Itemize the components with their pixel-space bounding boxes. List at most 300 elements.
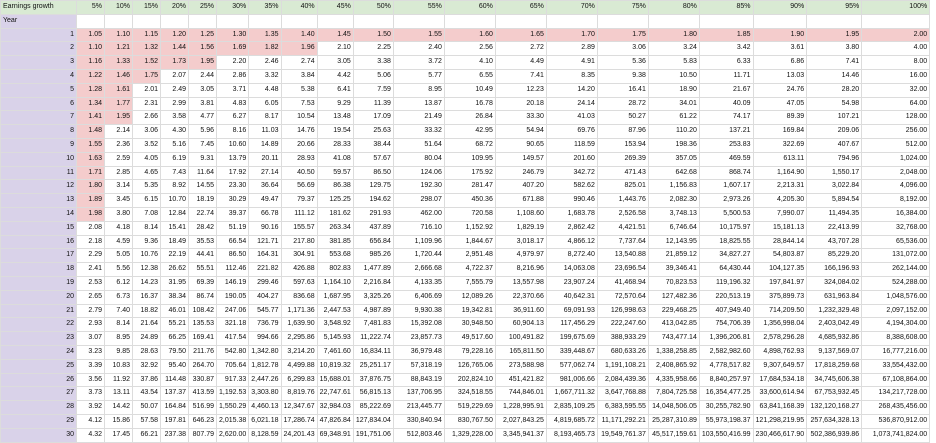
- value-cell[interactable]: 209.06: [807, 125, 862, 139]
- value-cell[interactable]: 134,217,728.00: [862, 387, 930, 401]
- value-cell[interactable]: 26.84: [444, 111, 495, 125]
- value-cell[interactable]: 1.21: [105, 42, 133, 56]
- value-cell[interactable]: 32,984.03: [317, 401, 353, 415]
- value-cell[interactable]: 3.80: [807, 42, 862, 56]
- value-cell[interactable]: 1,152.92: [444, 221, 495, 235]
- value-cell[interactable]: 4.65: [133, 166, 161, 180]
- value-cell[interactable]: 3.52: [133, 138, 161, 152]
- value-cell[interactable]: 7,804,725.58: [648, 387, 699, 401]
- value-cell[interactable]: 3.38: [353, 56, 393, 70]
- year-cell[interactable]: 21: [1, 304, 77, 318]
- value-cell[interactable]: 237.38: [161, 428, 189, 442]
- value-cell[interactable]: 67,108,864.00: [862, 373, 930, 387]
- value-cell[interactable]: 39,346.41: [648, 263, 699, 277]
- value-cell[interactable]: 2.41: [77, 263, 105, 277]
- value-cell[interactable]: 7,555.79: [444, 276, 495, 290]
- column-header[interactable]: 30%: [217, 1, 249, 15]
- value-cell[interactable]: 3.80: [105, 207, 133, 221]
- value-cell[interactable]: 1.46: [105, 69, 133, 83]
- value-cell[interactable]: 1.75: [597, 28, 648, 42]
- value-cell[interactable]: 31.95: [161, 276, 189, 290]
- value-cell[interactable]: 36,911.60: [495, 304, 546, 318]
- value-cell[interactable]: 1.98: [77, 207, 105, 221]
- value-cell[interactable]: 1,829.19: [495, 221, 546, 235]
- value-cell[interactable]: 281.47: [444, 180, 495, 194]
- value-cell[interactable]: 3.42: [699, 42, 753, 56]
- value-cell[interactable]: 15.86: [105, 414, 133, 428]
- value-cell[interactable]: 38.44: [353, 138, 393, 152]
- value-cell[interactable]: 24.14: [546, 97, 597, 111]
- value-cell[interactable]: 1.48: [77, 125, 105, 139]
- value-cell[interactable]: 471.43: [597, 166, 648, 180]
- value-cell[interactable]: 5.16: [161, 138, 189, 152]
- value-cell[interactable]: 100,491.82: [495, 332, 546, 346]
- value-cell[interactable]: 2.07: [161, 69, 189, 83]
- column-header[interactable]: 15%: [133, 1, 161, 15]
- value-cell[interactable]: 169.41: [189, 332, 217, 346]
- value-cell[interactable]: 12.84: [161, 207, 189, 221]
- value-cell[interactable]: 11,171,292.21: [597, 414, 648, 428]
- value-cell[interactable]: 1,191,108.21: [597, 359, 648, 373]
- value-cell[interactable]: 512.00: [862, 138, 930, 152]
- value-cell[interactable]: 2,015.38: [217, 414, 249, 428]
- value-cell[interactable]: 6.55: [444, 69, 495, 83]
- value-cell[interactable]: 14.55: [189, 180, 217, 194]
- value-cell[interactable]: 512,803.46: [393, 428, 444, 442]
- value-cell[interactable]: 5.06: [353, 69, 393, 83]
- value-cell[interactable]: 1.55: [77, 138, 105, 152]
- value-cell[interactable]: 202,824.10: [444, 373, 495, 387]
- year-cell[interactable]: 30: [1, 428, 77, 442]
- value-cell[interactable]: 1,396,206.81: [699, 332, 753, 346]
- value-cell[interactable]: 23.30: [217, 180, 249, 194]
- corner-label[interactable]: Earnings growth: [1, 1, 77, 15]
- value-cell[interactable]: 7,737.64: [597, 235, 648, 249]
- value-cell[interactable]: 117,456.29: [546, 318, 597, 332]
- value-cell[interactable]: 24.89: [133, 332, 161, 346]
- value-cell[interactable]: 7.08: [133, 207, 161, 221]
- value-cell[interactable]: 981,006.66: [546, 373, 597, 387]
- value-cell[interactable]: 14.42: [105, 401, 133, 415]
- value-cell[interactable]: 342.72: [546, 166, 597, 180]
- value-cell[interactable]: 14,048,506.05: [648, 401, 699, 415]
- value-cell[interactable]: 4,499.88: [281, 359, 317, 373]
- value-cell[interactable]: 4,096.00: [862, 180, 930, 194]
- value-cell[interactable]: 3,022.84: [807, 180, 862, 194]
- value-cell[interactable]: 90.16: [249, 221, 281, 235]
- value-cell[interactable]: 121.71: [249, 235, 281, 249]
- empty-cell[interactable]: [217, 14, 249, 28]
- column-header[interactable]: 5%: [77, 1, 105, 15]
- value-cell[interactable]: 4.32: [77, 428, 105, 442]
- value-cell[interactable]: 10,819.32: [317, 359, 353, 373]
- year-cell[interactable]: 9: [1, 138, 77, 152]
- value-cell[interactable]: 14.76: [281, 125, 317, 139]
- column-header[interactable]: 20%: [161, 1, 189, 15]
- value-cell[interactable]: 8,840,257.97: [699, 373, 753, 387]
- value-cell[interactable]: 8.14: [105, 318, 133, 332]
- value-cell[interactable]: 10.60: [217, 138, 249, 152]
- value-cell[interactable]: 64,430.44: [699, 263, 753, 277]
- value-cell[interactable]: 14,063.08: [546, 263, 597, 277]
- value-cell[interactable]: 381.85: [317, 235, 353, 249]
- value-cell[interactable]: 257,634,328.13: [807, 414, 862, 428]
- value-cell[interactable]: 1.35: [249, 28, 281, 42]
- value-cell[interactable]: 65,536.00: [862, 235, 930, 249]
- value-cell[interactable]: 8,388,608.00: [862, 332, 930, 346]
- value-cell[interactable]: 7,461.60: [317, 345, 353, 359]
- year-cell[interactable]: 3: [1, 56, 77, 70]
- value-cell[interactable]: 60,904.13: [495, 318, 546, 332]
- value-cell[interactable]: 2.44: [189, 69, 217, 83]
- value-cell[interactable]: 44.41: [189, 249, 217, 263]
- value-cell[interactable]: 1.89: [77, 194, 105, 208]
- value-cell[interactable]: 4.18: [105, 221, 133, 235]
- value-cell[interactable]: 4.30: [161, 125, 189, 139]
- value-cell[interactable]: 43,707.28: [807, 235, 862, 249]
- value-cell[interactable]: 2,666.68: [393, 263, 444, 277]
- value-cell[interactable]: 5.35: [133, 180, 161, 194]
- value-cell[interactable]: 54.94: [495, 125, 546, 139]
- value-cell[interactable]: 407.67: [807, 138, 862, 152]
- value-cell[interactable]: 7.41: [495, 69, 546, 83]
- value-cell[interactable]: 181.62: [317, 207, 353, 221]
- value-cell[interactable]: 1.70: [546, 28, 597, 42]
- value-cell[interactable]: 2.20: [217, 56, 249, 70]
- year-cell[interactable]: 6: [1, 97, 77, 111]
- value-cell[interactable]: 631,963.84: [807, 290, 862, 304]
- value-cell[interactable]: 417.54: [217, 332, 249, 346]
- value-cell[interactable]: 4,987.89: [353, 304, 393, 318]
- value-cell[interactable]: 55.51: [189, 263, 217, 277]
- value-cell[interactable]: 13.87: [393, 97, 444, 111]
- value-cell[interactable]: 25,251.17: [353, 359, 393, 373]
- year-cell[interactable]: 29: [1, 414, 77, 428]
- value-cell[interactable]: 2,213.31: [753, 180, 807, 194]
- value-cell[interactable]: 20.66: [281, 138, 317, 152]
- value-cell[interactable]: 28.42: [189, 221, 217, 235]
- value-cell[interactable]: 3.07: [77, 332, 105, 346]
- value-cell[interactable]: 577,062.74: [546, 359, 597, 373]
- value-cell[interactable]: 20.11: [249, 152, 281, 166]
- value-cell[interactable]: 11.92: [105, 373, 133, 387]
- value-cell[interactable]: 1.71: [77, 166, 105, 180]
- value-cell[interactable]: 1.75: [133, 69, 161, 83]
- value-cell[interactable]: 3.73: [77, 387, 105, 401]
- value-cell[interactable]: 66.21: [133, 428, 161, 442]
- value-cell[interactable]: 2,082.30: [648, 194, 699, 208]
- column-header[interactable]: 50%: [353, 1, 393, 15]
- value-cell[interactable]: 802.83: [317, 263, 353, 277]
- value-cell[interactable]: 10.50: [648, 69, 699, 83]
- value-cell[interactable]: 1.41: [77, 111, 105, 125]
- value-cell[interactable]: 807.79: [189, 428, 217, 442]
- value-cell[interactable]: 41.08: [317, 152, 353, 166]
- value-cell[interactable]: 536,870,912.00: [862, 414, 930, 428]
- value-cell[interactable]: 33.32: [393, 125, 444, 139]
- column-header[interactable]: 90%: [753, 1, 807, 15]
- value-cell[interactable]: 79,228.16: [444, 345, 495, 359]
- value-cell[interactable]: 1,232,329.48: [807, 304, 862, 318]
- year-cell[interactable]: 23: [1, 332, 77, 346]
- value-cell[interactable]: 36.64: [249, 180, 281, 194]
- value-cell[interactable]: 21.64: [133, 318, 161, 332]
- value-cell[interactable]: 32.92: [133, 359, 161, 373]
- year-cell[interactable]: 26: [1, 373, 77, 387]
- value-cell[interactable]: 3.14: [105, 180, 133, 194]
- value-cell[interactable]: 247.06: [217, 304, 249, 318]
- year-cell[interactable]: 20: [1, 290, 77, 304]
- value-cell[interactable]: 1,667,711.32: [546, 387, 597, 401]
- value-cell[interactable]: 545.77: [249, 304, 281, 318]
- value-cell[interactable]: 322.69: [753, 138, 807, 152]
- value-cell[interactable]: 3.24: [648, 42, 699, 56]
- value-cell[interactable]: 407,949.40: [699, 304, 753, 318]
- value-cell[interactable]: 2.40: [393, 42, 444, 56]
- value-cell[interactable]: 437.89: [353, 221, 393, 235]
- value-cell[interactable]: 269.39: [597, 152, 648, 166]
- value-cell[interactable]: 299.46: [249, 276, 281, 290]
- value-cell[interactable]: 50.07: [133, 401, 161, 415]
- value-cell[interactable]: 1.32: [133, 42, 161, 56]
- value-cell[interactable]: 121,298,219.95: [753, 414, 807, 428]
- value-cell[interactable]: 4.05: [133, 152, 161, 166]
- value-cell[interactable]: 4.48: [249, 83, 281, 97]
- value-cell[interactable]: 28.63: [133, 345, 161, 359]
- value-cell[interactable]: 3.81: [189, 97, 217, 111]
- value-cell[interactable]: 404.27: [249, 290, 281, 304]
- value-cell[interactable]: 34,827.27: [699, 249, 753, 263]
- value-cell[interactable]: 5,500.53: [699, 207, 753, 221]
- value-cell[interactable]: 132,120,168.27: [807, 401, 862, 415]
- value-cell[interactable]: 9,307,649.57: [753, 359, 807, 373]
- value-cell[interactable]: 1,639.90: [281, 318, 317, 332]
- value-cell[interactable]: 23,696.54: [597, 263, 648, 277]
- value-cell[interactable]: 2.59: [105, 152, 133, 166]
- value-cell[interactable]: 8,272.40: [546, 249, 597, 263]
- value-cell[interactable]: 2.31: [133, 97, 161, 111]
- value-cell[interactable]: 2.74: [281, 56, 317, 70]
- value-cell[interactable]: 112.46: [217, 263, 249, 277]
- value-cell[interactable]: 13.79: [217, 152, 249, 166]
- value-cell[interactable]: 3.32: [249, 69, 281, 83]
- value-cell[interactable]: 69.39: [189, 276, 217, 290]
- column-header[interactable]: 45%: [317, 1, 353, 15]
- value-cell[interactable]: 2.99: [161, 97, 189, 111]
- value-cell[interactable]: 2,951.48: [444, 249, 495, 263]
- value-cell[interactable]: 6.86: [753, 56, 807, 70]
- value-cell[interactable]: 3,325.26: [353, 290, 393, 304]
- value-cell[interactable]: 137,706.95: [393, 387, 444, 401]
- value-cell[interactable]: 1,171.36: [281, 304, 317, 318]
- value-cell[interactable]: 263.34: [317, 221, 353, 235]
- value-cell[interactable]: 1.25: [189, 28, 217, 42]
- value-cell[interactable]: 304.91: [281, 249, 317, 263]
- value-cell[interactable]: 3.56: [77, 373, 105, 387]
- value-cell[interactable]: 407.20: [495, 180, 546, 194]
- value-cell[interactable]: 20.18: [495, 97, 546, 111]
- value-cell[interactable]: 36,979.48: [393, 345, 444, 359]
- value-cell[interactable]: 830,767.50: [444, 414, 495, 428]
- value-cell[interactable]: 1.44: [161, 42, 189, 56]
- value-cell[interactable]: 26.62: [161, 263, 189, 277]
- value-cell[interactable]: 9.29: [317, 97, 353, 111]
- value-cell[interactable]: 1.40: [281, 28, 317, 42]
- value-cell[interactable]: 137.37: [161, 387, 189, 401]
- value-cell[interactable]: 64.00: [862, 97, 930, 111]
- value-cell[interactable]: 35.53: [189, 235, 217, 249]
- value-cell[interactable]: 2.72: [495, 42, 546, 56]
- year-cell[interactable]: 25: [1, 359, 77, 373]
- value-cell[interactable]: 15,392.08: [393, 318, 444, 332]
- value-cell[interactable]: 1,356,998.04: [753, 318, 807, 332]
- empty-cell[interactable]: [753, 14, 807, 28]
- value-cell[interactable]: 13.03: [753, 69, 807, 83]
- value-cell[interactable]: 9.31: [189, 152, 217, 166]
- value-cell[interactable]: 11.03: [249, 125, 281, 139]
- value-cell[interactable]: 15.41: [161, 221, 189, 235]
- value-cell[interactable]: 1,812.78: [249, 359, 281, 373]
- value-cell[interactable]: 19.54: [317, 125, 353, 139]
- value-cell[interactable]: 69,348.91: [317, 428, 353, 442]
- value-cell[interactable]: 8,819.76: [281, 387, 317, 401]
- value-cell[interactable]: 34,745,606.38: [807, 373, 862, 387]
- value-cell[interactable]: 40.09: [699, 97, 753, 111]
- value-cell[interactable]: 3.05: [189, 83, 217, 97]
- value-cell[interactable]: 90.65: [495, 138, 546, 152]
- value-cell[interactable]: 8.95: [105, 332, 133, 346]
- value-cell[interactable]: 11.39: [353, 97, 393, 111]
- value-cell[interactable]: 553.68: [317, 249, 353, 263]
- value-cell[interactable]: 213,445.77: [393, 401, 444, 415]
- value-cell[interactable]: 4.77: [189, 111, 217, 125]
- value-cell[interactable]: 4,205.30: [753, 194, 807, 208]
- value-cell[interactable]: 1,073,741,824.00: [862, 428, 930, 442]
- value-cell[interactable]: 1,156.83: [648, 180, 699, 194]
- value-cell[interactable]: 6.12: [105, 276, 133, 290]
- column-header[interactable]: 85%: [699, 1, 753, 15]
- value-cell[interactable]: 1.61: [105, 83, 133, 97]
- value-cell[interactable]: 253.83: [699, 138, 753, 152]
- value-cell[interactable]: 25.63: [353, 125, 393, 139]
- value-cell[interactable]: 2,447.53: [317, 304, 353, 318]
- value-cell[interactable]: 7.45: [189, 138, 217, 152]
- value-cell[interactable]: 4,685,932.86: [807, 332, 862, 346]
- column-header[interactable]: 70%: [546, 1, 597, 15]
- value-cell[interactable]: 743,477.14: [648, 332, 699, 346]
- value-cell[interactable]: 4,460.13: [249, 401, 281, 415]
- column-header[interactable]: 35%: [249, 1, 281, 15]
- value-cell[interactable]: 1,720.44: [393, 249, 444, 263]
- value-cell[interactable]: 107.21: [807, 111, 862, 125]
- column-header[interactable]: 65%: [495, 1, 546, 15]
- value-cell[interactable]: 85,222.69: [353, 401, 393, 415]
- value-cell[interactable]: 7,481.83: [353, 318, 393, 332]
- value-cell[interactable]: 7,990.07: [753, 207, 807, 221]
- value-cell[interactable]: 3.84: [281, 69, 317, 83]
- value-cell[interactable]: 794.96: [807, 152, 862, 166]
- value-cell[interactable]: 55,973,198.37: [699, 414, 753, 428]
- value-cell[interactable]: 22,747.61: [317, 387, 353, 401]
- value-cell[interactable]: 4.12: [77, 414, 105, 428]
- value-cell[interactable]: 8.92: [161, 180, 189, 194]
- value-cell[interactable]: 582.62: [546, 180, 597, 194]
- value-cell[interactable]: 7.59: [353, 83, 393, 97]
- value-cell[interactable]: 1,109.96: [393, 235, 444, 249]
- value-cell[interactable]: 16.41: [597, 83, 648, 97]
- value-cell[interactable]: 1,338,258.85: [648, 345, 699, 359]
- value-cell[interactable]: 30.29: [217, 194, 249, 208]
- empty-cell[interactable]: [648, 14, 699, 28]
- value-cell[interactable]: 9.85: [105, 345, 133, 359]
- year-cell[interactable]: 28: [1, 401, 77, 415]
- value-cell[interactable]: 1.77: [105, 97, 133, 111]
- value-cell[interactable]: 4.10: [444, 56, 495, 70]
- value-cell[interactable]: 28,844.14: [753, 235, 807, 249]
- value-cell[interactable]: 9,930.38: [393, 304, 444, 318]
- value-cell[interactable]: 744,846.01: [495, 387, 546, 401]
- value-cell[interactable]: 86.50: [217, 249, 249, 263]
- value-cell[interactable]: 19,342.81: [444, 304, 495, 318]
- value-cell[interactable]: 17,684,534.18: [753, 373, 807, 387]
- year-cell[interactable]: 15: [1, 221, 77, 235]
- value-cell[interactable]: 33,554,432.00: [862, 359, 930, 373]
- value-cell[interactable]: 190.05: [217, 290, 249, 304]
- year-cell[interactable]: 13: [1, 194, 77, 208]
- value-cell[interactable]: 2.01: [133, 83, 161, 97]
- value-cell[interactable]: 126,998.63: [597, 304, 648, 318]
- value-cell[interactable]: 17.92: [217, 166, 249, 180]
- value-cell[interactable]: 164.31: [249, 249, 281, 263]
- value-cell[interactable]: 11.71: [699, 69, 753, 83]
- value-cell[interactable]: 994.66: [249, 332, 281, 346]
- value-cell[interactable]: 47,826.84: [317, 414, 353, 428]
- value-cell[interactable]: 3,748.13: [648, 207, 699, 221]
- value-cell[interactable]: 542.80: [217, 345, 249, 359]
- value-cell[interactable]: 2.18: [77, 235, 105, 249]
- value-cell[interactable]: 24,201.43: [281, 428, 317, 442]
- value-cell[interactable]: 33,600,614.94: [753, 387, 807, 401]
- value-cell[interactable]: 7.41: [807, 56, 862, 70]
- value-cell[interactable]: 3.45: [105, 194, 133, 208]
- value-cell[interactable]: 2.36: [105, 138, 133, 152]
- value-cell[interactable]: 1,048,576.00: [862, 290, 930, 304]
- value-cell[interactable]: 175.92: [444, 166, 495, 180]
- value-cell[interactable]: 3.05: [317, 56, 353, 70]
- value-cell[interactable]: 86.50: [353, 166, 393, 180]
- value-cell[interactable]: 30,255,782.90: [699, 401, 753, 415]
- value-cell[interactable]: 7.43: [161, 166, 189, 180]
- value-cell[interactable]: 1,443.76: [597, 194, 648, 208]
- value-cell[interactable]: 41.03: [546, 111, 597, 125]
- value-cell[interactable]: 70,823.53: [648, 276, 699, 290]
- column-header[interactable]: 10%: [105, 1, 133, 15]
- value-cell[interactable]: 646.23: [189, 414, 217, 428]
- value-cell[interactable]: 298.07: [393, 194, 444, 208]
- value-cell[interactable]: 41,468.94: [597, 276, 648, 290]
- value-cell[interactable]: 1.90: [753, 28, 807, 42]
- value-cell[interactable]: 3.06: [133, 125, 161, 139]
- value-cell[interactable]: 18.19: [189, 194, 217, 208]
- value-cell[interactable]: 4.00: [862, 42, 930, 56]
- value-cell[interactable]: 330,840.94: [393, 414, 444, 428]
- value-cell[interactable]: 2,097,152.00: [862, 304, 930, 318]
- value-cell[interactable]: 103,550,416.99: [699, 428, 753, 442]
- value-cell[interactable]: 79.37: [281, 194, 317, 208]
- year-cell[interactable]: 1: [1, 28, 77, 42]
- value-cell[interactable]: 1,844.67: [444, 235, 495, 249]
- value-cell[interactable]: 37,876.75: [353, 373, 393, 387]
